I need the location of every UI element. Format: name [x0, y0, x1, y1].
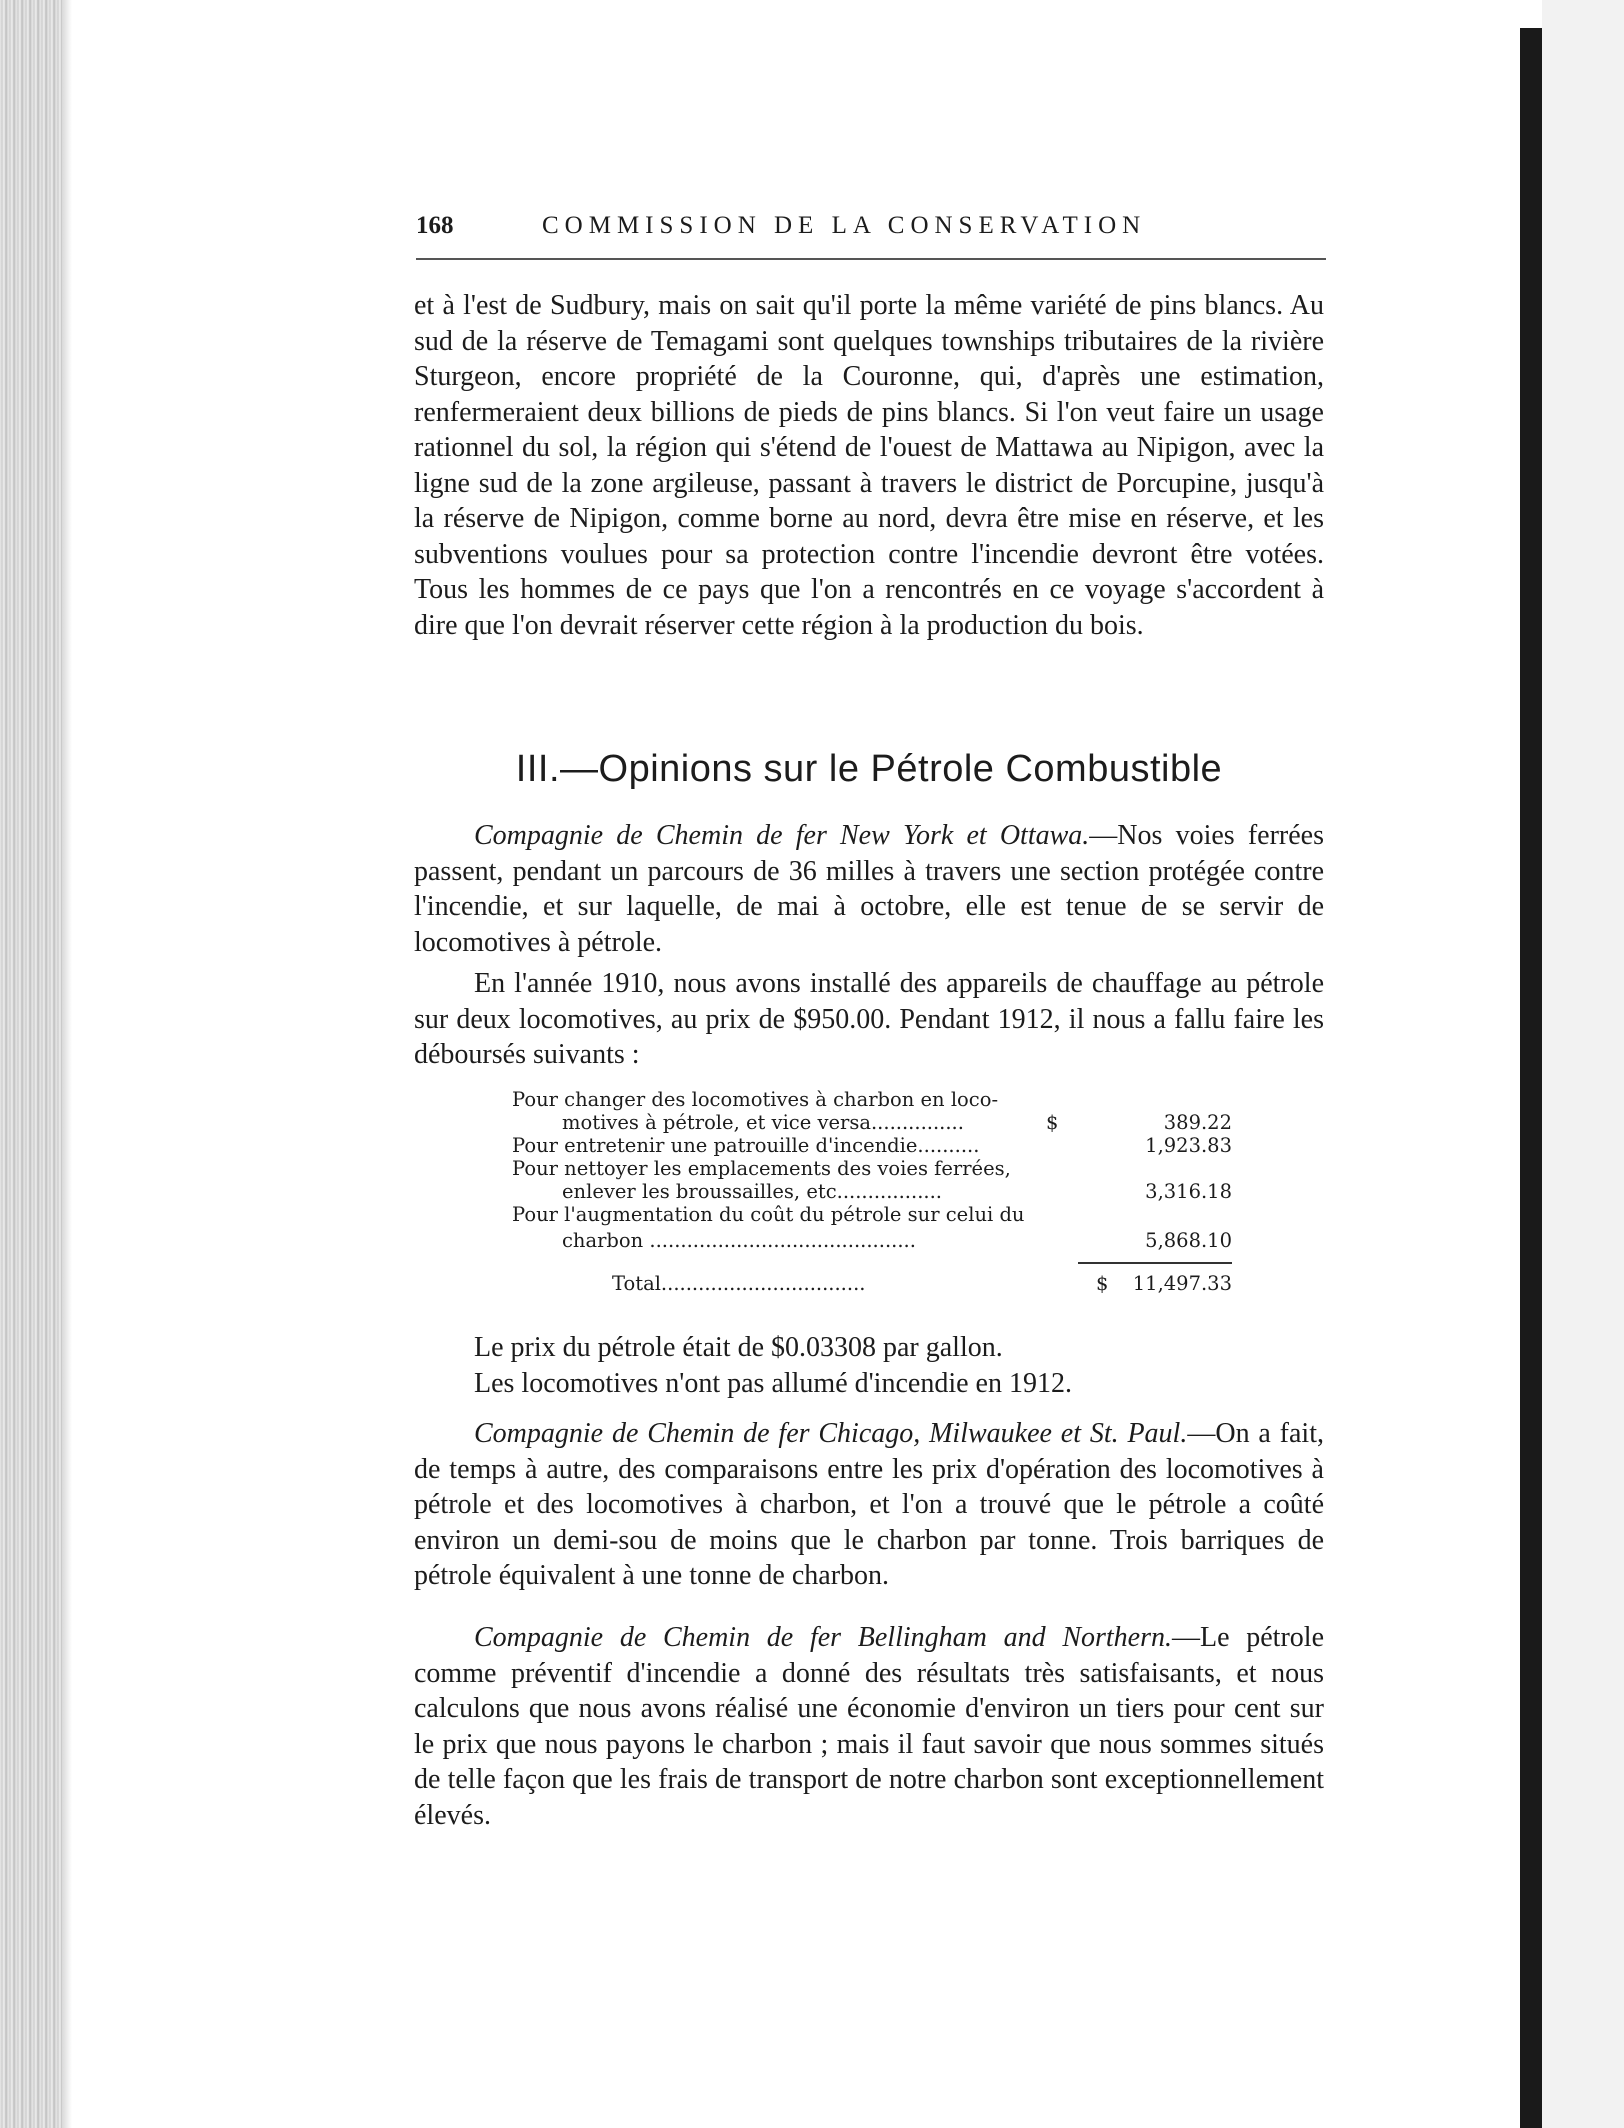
book-binding-right	[1512, 0, 1624, 2128]
ledger-total	[512, 1272, 1232, 1295]
total-dollar-sign: $	[1096, 1272, 1109, 1295]
paragraph-body: —Le pétrole comme préventif d'incendie a donné des résultats très satisfaisants, et nous calculons que nous avons réalisé une économie d'environ un tiers pour cent sur le prix que nous payons le charbon ; mais il faut savoir que nous sommes situés de telle façon que les frais de transport de notre charbon sont exceptionnellement élevés.	[414, 1622, 1324, 1831]
paragraph-new-york-ottawa	[414, 818, 1324, 960]
ledger-amount: 389.22	[1163, 1111, 1232, 1134]
ledger-entry	[512, 1134, 1232, 1157]
ledger-amount: 1,923.83	[1145, 1134, 1232, 1157]
ledger-dollar-sign: $	[1046, 1111, 1059, 1134]
paragraph-chicago-milwaukee	[414, 1416, 1324, 1594]
paragraph-body: —On a fait, de temps à autre, des comparaisons entre les prix d'opération des locomotives à pétrole et des locomotives à charbon, et l'on a trouvé que le pétrole a coûté environ un demi-sou de moins que le charbon par tonne. Trois barriques de pétrole équivalent à une tonne de charbon.	[414, 1418, 1324, 1591]
page-header	[416, 212, 1326, 246]
company-name: Compagnie de Chemin de fer New York et Ottawa.	[474, 820, 1090, 851]
total-rule-row	[512, 1252, 1232, 1272]
company-name: Compagnie de Chemin de fer Chicago, Milwaukee et St. Paul.	[474, 1418, 1188, 1449]
paragraph-bellingham-northern	[414, 1620, 1324, 1833]
expense-ledger	[512, 1088, 1232, 1295]
ledger-description-line: motives à pétrole, et vice versa...............	[562, 1111, 964, 1134]
ledger-description: Pour changer des locomotives à charbon en loco-	[512, 1088, 999, 1111]
paragraph-no-fires: Les locomotives n'ont pas allumé d'incendie en 1912.	[474, 1368, 1072, 1399]
paragraph-oil-price: Le prix du pétrole était de $0.03308 par gallon.	[474, 1332, 1003, 1363]
ledger-amount: 3,316.18	[1145, 1180, 1232, 1203]
total-rule	[1078, 1262, 1232, 1264]
ledger-entry	[512, 1203, 1232, 1252]
ledger-description: Pour nettoyer les emplacements des voies ferrées,	[512, 1157, 1011, 1180]
ledger-description-cont	[512, 1229, 1232, 1252]
ledger-description: Pour l'augmentation du coût du pétrole sur celui du	[512, 1203, 1025, 1226]
total-label: Total.................................	[612, 1272, 866, 1295]
section-heading: III.—Opinions sur le Pétrole Combustible	[515, 748, 1223, 790]
ledger-description-cont	[512, 1111, 1232, 1134]
ledger-amount: 5,868.10	[1145, 1229, 1232, 1252]
ledger-entry	[512, 1157, 1232, 1203]
binding-shadow	[1520, 28, 1542, 2128]
paragraph-sudbury: et à l'est de Sudbury, mais on sait qu'il porte la même variété de pins blancs. Au sud de la réserve de Temagami sont quelques townships tributaires de la rivière Sturgeon, encore propriété de la Couronne, qui, d'après une estimation, renfermeraient deux billions de pieds de pins blancs. Si l'on veut faire un usage rationnel du sol, la région qui s'étend de l'ouest de Mattawa au Nipigon, avec la ligne sud de la zone argileuse, passant à travers le district de Porcupine, jusqu'à la réserve de Nipigon, comme borne au nord, devra être mise en réserve, et les subventions voulues pour sa protection contre l'incendie devront être votées. Tous les hommes de ce pays que l'on a rencontrés en ce voyage s'accordent à dire que l'on devrait réserver cette région à la production du bois.	[414, 290, 1324, 641]
paragraph-costs-intro: En l'année 1910, nous avons installé des appareils de chauffage au pétrole sur deux locomotives, au prix de $950.00. Pendant 1912, il nous a fallu faire les déboursés suivants :	[414, 968, 1324, 1070]
total-amount: 11,497.33	[1132, 1272, 1232, 1295]
adjacent-page	[1542, 0, 1624, 2128]
header-rule	[416, 258, 1326, 260]
ledger-description-line: charbon ...........................................	[562, 1229, 916, 1252]
book-page-edges-left	[0, 0, 62, 2128]
running-title: COMMISSION DE LA CONSERVATION	[542, 212, 1147, 239]
page-number: 168	[416, 212, 454, 239]
ledger-description	[512, 1134, 1232, 1157]
company-name: Compagnie de Chemin de fer Bellingham and Northern.	[474, 1622, 1172, 1653]
ledger-description-line: Pour entretenir une patrouille d'incendie..........	[512, 1134, 980, 1157]
ledger-description-line: enlever les broussailles, etc.................	[562, 1180, 943, 1203]
ledger-entry	[512, 1088, 1232, 1134]
ledger-description-cont	[512, 1180, 1232, 1203]
paragraph-body: —Nos voies ferrées passent, pendant un parcours de 36 milles à travers une section protégée contre l'incendie, et sur laquelle, de mai à octobre, elle est tenue de se servir de locomotives à pétrole.	[414, 820, 1325, 958]
